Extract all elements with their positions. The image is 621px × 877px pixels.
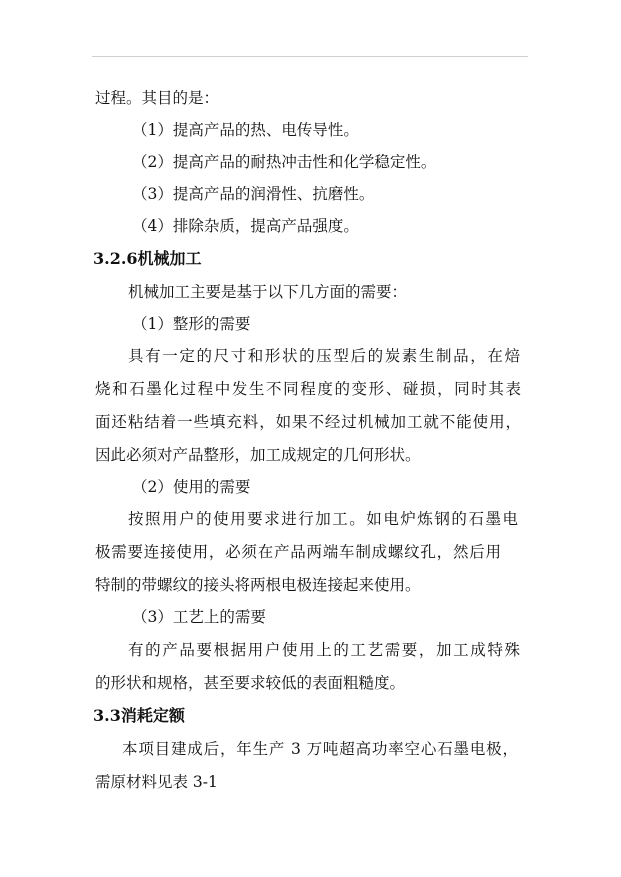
section-heading-3-3: 3.3消耗定额 — [93, 706, 185, 725]
process-paragraph-line: 的形状和规格，甚至要求较低的表面粗糙度。 — [95, 674, 406, 692]
shaping-paragraph-line: 面还粘结着一些填充料，如果不经过机械加工就不能使用， — [95, 413, 521, 431]
machining-lead-text: 机械加工主要是基于以下几方面的需要： — [128, 283, 408, 301]
shaping-need-title: （1）整形的需要 — [132, 315, 251, 333]
use-paragraph-line: 极需要连接使用，必须在产品两端车制成螺纹孔，然后用 — [95, 543, 501, 561]
purpose-item-3: （3）提高产品的润滑性、抗磨性。 — [132, 185, 375, 203]
use-need-title: （2）使用的需要 — [132, 478, 251, 496]
section-heading-3-2-6: 3.2.6机械加工 — [93, 249, 202, 268]
use-paragraph-line: 特制的带螺纹的接头将两根电极连接起来使用。 — [95, 576, 421, 594]
intro-tail-text: 过程。其目的是： — [95, 89, 220, 107]
purpose-item-4: （4）排除杂质，提高产品强度。 — [132, 217, 359, 235]
consumption-paragraph-line: 需原材料见表 3-1 — [95, 773, 218, 791]
process-paragraph-line: 有的产品要根据用户使用上的工艺需要，加工成特殊 — [128, 641, 520, 659]
process-need-title: （3）工艺上的需要 — [132, 608, 266, 626]
shaping-paragraph-line: 烧和石墨化过程中发生不同程度的变形、碰损，同时其表 — [95, 380, 521, 398]
shaping-paragraph-line: 具有一定的尺寸和形状的压型后的炭素生制品，在焙 — [128, 347, 520, 365]
shaping-paragraph-line: 因此必须对产品整形，加工成规定的几何形状。 — [95, 446, 421, 464]
purpose-item-1: （1）提高产品的热、电传导性。 — [132, 121, 359, 139]
use-paragraph-line: 按照用户的使用要求进行加工。如电炉炼钢的石墨电 — [128, 510, 518, 528]
consumption-paragraph-line: 本项目建成后，年生产 3 万吨超高功率空心石墨电极， — [122, 740, 518, 758]
header-rule — [92, 56, 528, 57]
purpose-item-2: （2）提高产品的耐热冲击性和化学稳定性。 — [132, 153, 437, 171]
